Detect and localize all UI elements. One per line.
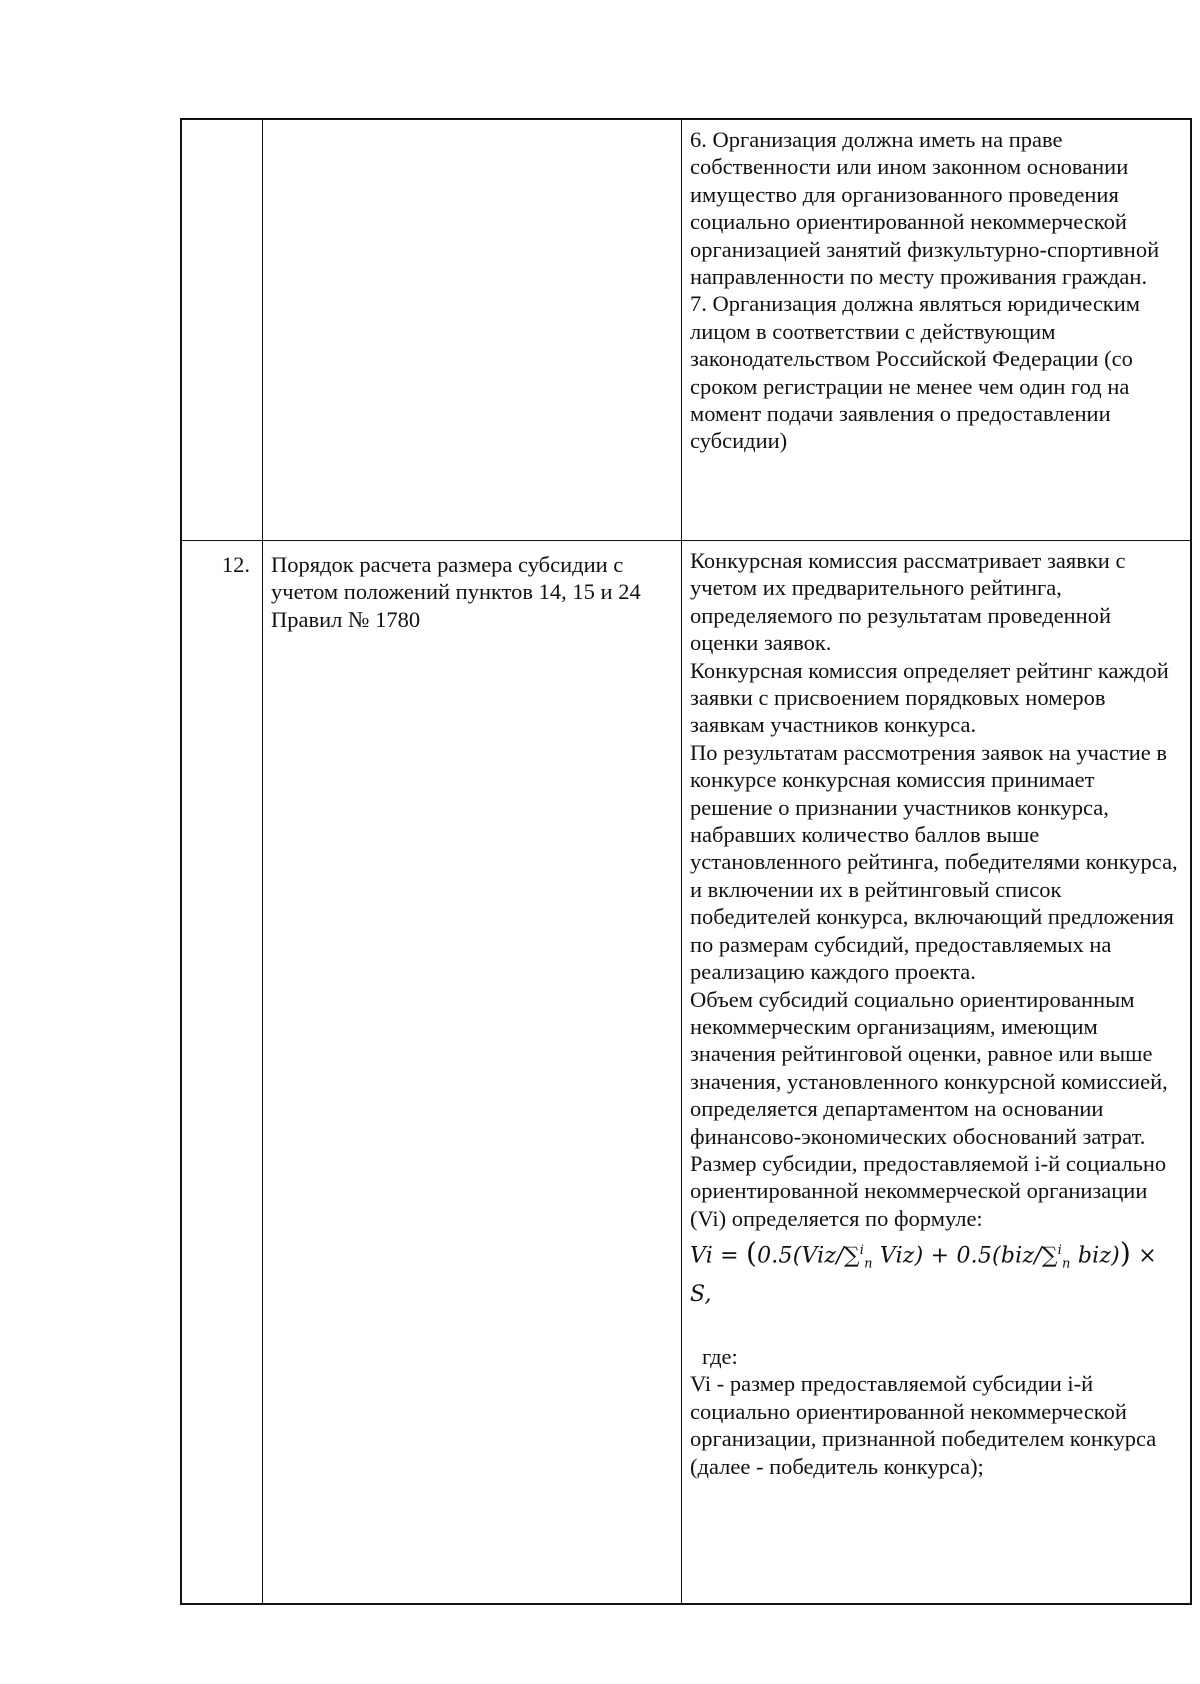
formula-num-1: Viz/ [801,1243,844,1269]
formula-times: × [1131,1243,1157,1269]
number-cell-empty [181,119,263,541]
paragraph-2: Конкурсная комиссия определяет рейтинг каждой заявки с присвоением порядковых номеров заявкам участников конкурса. [690,657,1169,738]
table-row-continued [181,119,1191,541]
formula-close-paren: ) [1119,1236,1132,1270]
formula-s: S, [690,1281,712,1307]
where-label: где: [702,1343,738,1369]
title-cell-empty [263,119,682,541]
formula-sum-2: ∑ [1041,1243,1058,1269]
formula-den-2: biz [1077,1243,1112,1269]
row-title: Порядок расчета размера субсидии с учетом положений пунктов 14, 15 и 24 Правил № 1780 [263,541,682,1605]
formula-open-paren: ( [745,1236,758,1270]
formula-den-1: Viz [879,1243,915,1269]
formula-plus: + [923,1243,957,1269]
row-number: 12. [181,541,263,1605]
formula-sum-upper-2: i [1057,1243,1063,1259]
formula-num-2: biz/ [1000,1243,1042,1269]
formula-coef-2: 0.5 [956,1243,993,1269]
definition-vi: Vi - размер предоставляемой субсидии i-й социально ориентированной некоммерческой организации, признанной победителем конкурса (далее - победитель конкурса); [690,1371,1157,1479]
condition-6: 6. Организация должна иметь на праве собственности или ином законном основании имущество для организованного проведения социально ориентированной некоммерческой организацией занятий физкультурно-спортивной направленности по месту проживания граждан. [690,127,1160,290]
table-row-12 [181,541,1191,1605]
formula-sum-lower-1: n [864,1256,873,1272]
formula-coef-1: 0.5 [757,1243,793,1269]
formula-sum-lower-2: n [1062,1256,1071,1272]
formula-sum-1: ∑ [843,1243,860,1269]
paragraph-5: Размер субсидии, предоставляемой i-й социально ориентированной некоммерческой организации (Vi) определяется по формуле: [690,1150,1167,1231]
formula-lhs: Vi = [690,1243,739,1269]
paragraph-4: Объем субсидий социально ориентированным некоммерческим организациям, имеющим значения рейтинговой оценки, равное или выше значения, установленного конкурсной комиссией, определяется департаментом на основании финансово-экономических обоснований затрат. [690,986,1168,1149]
regulation-table [180,118,1192,1605]
formula-sum-upper-1: i [859,1243,865,1259]
subsidy-formula: Vi = (0.5(Viz/∑$^i_n$ Viz) + 0.5(biz/∑$^i_n$ biz)) × S, [690,1236,1157,1307]
condition-7: 7. Организация должна являться юридическим лицом в соответствии с действующим законодательством Российской Федерации (со сроком регистрации не менее чем один год на момент подачи заявления о предоставлении субсидии) [690,291,1141,454]
paragraph-3: По результатам рассмотрения заявок на участие в конкурсе конкурсная комиссия принимает решение о признании участников конкурса, набравших количество баллов выше установленного рейтинга, победителями конкурса, и включении их в рейтинговый список победителей конкурса, включающий предложения по размерам субсидий, предоставляемых на реализацию каждого проекта. [690,739,1178,985]
conditions-cell [682,119,1192,541]
paragraph-1: Конкурсная комиссия рассматривает заявки с учетом их предварительного рейтинга, определяемого по результатам проведенной оценки заявок. [690,548,1126,656]
calculation-cell [682,541,1192,1605]
